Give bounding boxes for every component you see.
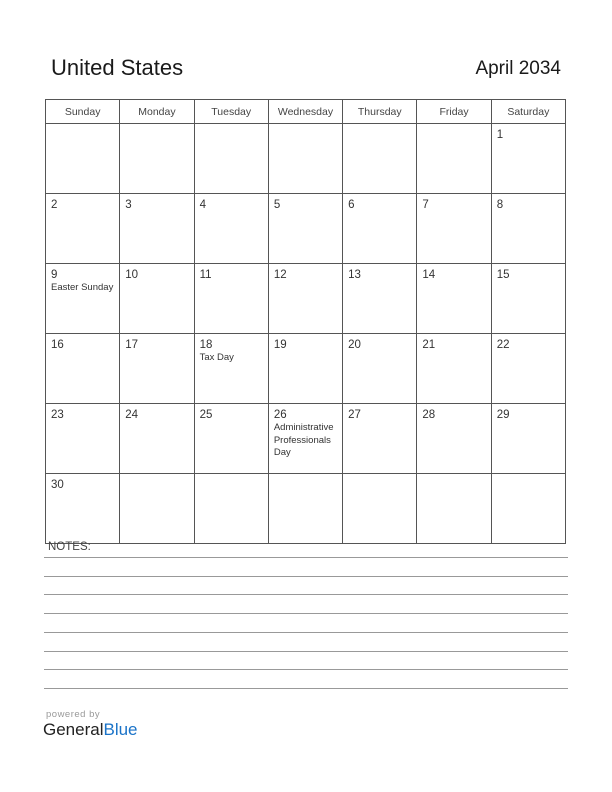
day-cell[interactable] — [343, 404, 417, 474]
calendar-body — [46, 124, 566, 544]
holiday-label: Easter Sunday — [51, 282, 114, 293]
day-cell[interactable] — [268, 194, 342, 264]
brand-logo[interactable] — [43, 720, 138, 740]
day-number: 25 — [199, 409, 213, 421]
day-cell[interactable] — [120, 474, 194, 544]
day-cell[interactable] — [268, 474, 342, 544]
calendar-week-row — [46, 194, 566, 264]
day-number: 9 — [51, 269, 58, 281]
day-cell[interactable] — [46, 474, 120, 544]
day-cell[interactable] — [268, 404, 342, 474]
day-cell[interactable] — [46, 124, 120, 194]
day-cell[interactable] — [268, 264, 342, 334]
notes-line[interactable] — [44, 613, 568, 614]
brand-name-part1: General — [43, 720, 104, 739]
day-cell[interactable] — [491, 334, 565, 404]
weekday-header: Friday — [417, 100, 491, 124]
day-cell[interactable] — [120, 124, 194, 194]
day-cell[interactable] — [417, 404, 491, 474]
day-number: 15 — [496, 269, 510, 281]
day-number: 4 — [199, 199, 206, 211]
powered-by-text: powered by — [46, 709, 101, 720]
day-cell[interactable] — [194, 194, 268, 264]
day-number: 21 — [422, 339, 436, 351]
day-cell[interactable] — [343, 194, 417, 264]
day-cell[interactable] — [194, 474, 268, 544]
day-number: 28 — [422, 409, 436, 421]
day-cell[interactable] — [46, 264, 120, 334]
day-cell[interactable] — [491, 404, 565, 474]
day-cell[interactable] — [46, 194, 120, 264]
day-cell[interactable] — [120, 334, 194, 404]
day-cell[interactable] — [194, 334, 268, 404]
day-number: 18 — [199, 339, 213, 351]
brand-name-part2: Blue — [103, 720, 138, 739]
notes-line[interactable] — [44, 576, 568, 577]
calendar-week-row — [46, 474, 566, 544]
calendar-week-row — [46, 264, 566, 334]
day-number: 20 — [348, 339, 361, 351]
holiday-label: Administrative Professionals Day — [273, 422, 334, 458]
weekday-header: Monday — [120, 100, 194, 124]
day-number: 16 — [51, 339, 64, 351]
calendar-grid — [45, 99, 566, 544]
day-cell[interactable] — [343, 474, 417, 544]
notes-line[interactable] — [44, 651, 568, 652]
country-title: United States — [51, 55, 184, 80]
day-cell[interactable] — [491, 474, 565, 544]
day-number: 24 — [125, 409, 139, 421]
day-number: 30 — [51, 479, 64, 491]
calendar-week-row — [46, 334, 566, 404]
day-cell[interactable] — [491, 124, 565, 194]
day-number: 1 — [496, 129, 504, 141]
day-cell[interactable] — [268, 124, 342, 194]
day-cell[interactable] — [268, 334, 342, 404]
day-cell[interactable] — [417, 194, 491, 264]
day-cell[interactable] — [120, 194, 194, 264]
calendar-week-row — [46, 404, 566, 474]
holiday-label: Tax Day — [199, 352, 234, 363]
day-cell[interactable] — [194, 264, 268, 334]
day-cell[interactable] — [46, 404, 120, 474]
day-cell[interactable] — [46, 334, 120, 404]
day-number: 22 — [496, 339, 510, 351]
day-number: 12 — [273, 269, 287, 281]
notes-line[interactable] — [44, 557, 568, 558]
day-cell[interactable] — [491, 264, 565, 334]
day-cell[interactable] — [417, 264, 491, 334]
day-number: 7 — [422, 199, 429, 211]
day-number: 11 — [199, 269, 212, 281]
weekday-header: Thursday — [343, 100, 417, 124]
day-cell[interactable] — [194, 404, 268, 474]
day-number: 2 — [51, 199, 58, 211]
weekday-header: Saturday — [491, 100, 565, 124]
day-number: 19 — [273, 339, 287, 351]
day-number: 5 — [273, 199, 281, 211]
day-number: 13 — [348, 269, 361, 281]
day-number: 29 — [496, 409, 510, 421]
calendar-week-row — [46, 124, 566, 194]
day-number: 8 — [496, 199, 504, 211]
day-number: 3 — [125, 199, 132, 211]
day-cell[interactable] — [343, 124, 417, 194]
day-cell[interactable] — [491, 194, 565, 264]
day-number: 10 — [125, 269, 139, 281]
day-cell[interactable] — [417, 334, 491, 404]
notes-line[interactable] — [44, 669, 568, 670]
weekday-header: Wednesday — [268, 100, 342, 124]
day-number: 23 — [51, 409, 64, 421]
day-number: 26 — [273, 409, 287, 421]
day-number: 6 — [348, 199, 355, 211]
day-cell[interactable] — [343, 264, 417, 334]
day-number: 27 — [348, 409, 361, 421]
day-cell[interactable] — [120, 264, 194, 334]
day-cell[interactable] — [417, 474, 491, 544]
day-number: 14 — [422, 269, 436, 281]
notes-line[interactable] — [44, 632, 568, 633]
day-cell[interactable] — [120, 404, 194, 474]
day-cell[interactable] — [194, 124, 268, 194]
notes-line[interactable] — [44, 688, 568, 689]
weekday-header: Tuesday — [194, 100, 268, 124]
day-cell[interactable] — [343, 334, 417, 404]
weekday-header-row — [46, 100, 566, 124]
day-cell[interactable] — [417, 124, 491, 194]
month-year-title: April 2034 — [475, 58, 561, 79]
notes-line[interactable] — [44, 594, 568, 595]
weekday-header: Sunday — [46, 100, 120, 124]
notes-label: NOTES: — [48, 541, 91, 553]
day-number: 17 — [125, 339, 139, 351]
